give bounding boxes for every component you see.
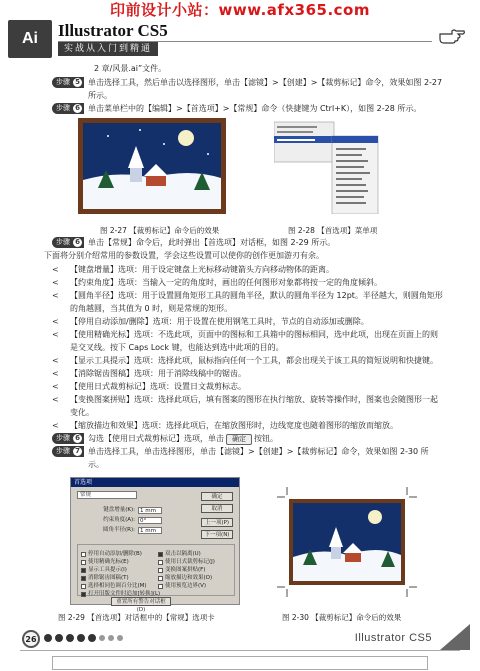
figure-caption: 图 2-30 【裁剪标记】命令后的效果 [282,613,402,622]
footer-title: Illustrator CS5 [354,632,432,644]
paragraph: 2 章/风景.ai”文件。 [94,64,167,73]
ai-logo: Ai [8,20,52,58]
step-text: 单击选择工具，单击选择图形，单击【滤镜】>【创建】>【裁剪标记】命令，效果如图 2-30 所示。 [88,447,429,469]
step-7 [52,445,444,471]
figure-row-2 [52,473,444,613]
list-item: < 【显示工具提示】选项：选择此项，鼠标指向任何一个工具，都会出现关于该工具的简短说明和快捷键。 [52,356,438,365]
option-checkbox: 变换图案拼贴(F) [158,564,205,577]
dialog-button: 上一项(P) [201,518,233,527]
figure-caption: 图 2-29 【首选项】对话框中的【常规】选项卡 [58,613,215,622]
list-item: < 【停用自动添加/删除】选项：用于设置在使用钢笔工具时，节点的自动添加或删除。 [52,317,369,326]
step-6c [52,432,444,445]
step-6b [52,236,444,249]
step-text: 单击选择工具，然后单击以选择图形，单击【滤镜】>【创建】>【裁剪标记】命令，效果如图 2-27 所示。 [88,78,443,100]
option-checkbox: 双击以隔离(U) [158,548,201,561]
preferences-menu-screenshot [274,118,408,214]
list-item: < 【圆角半径】选项：用于设置圆角矩形工具的圆角半径，默认的圆角半径为 12pt。半径越大，则圆角矩形的角越圆，当其值为 0 时，则是常规的矩形。 [52,291,443,313]
dialog-button: 取消 [201,504,233,513]
option-checkbox: 停用自动添加/删除(B) [81,548,142,561]
reset-warnings-button: 重置所有警告对话框(D) [111,597,171,606]
figure-caption: 图 2-27 【裁剪标记】命令后的效果 [100,226,220,235]
winter-village-crop-marks-illustration [277,487,417,597]
step-text: 单击菜单栏中的【编辑】>【首选项】>【常规】命令（快捷键为 Ctrl+K），如图 2-28 所示。 [88,104,422,113]
pointing-hand-icon [438,24,466,46]
option-list [52,263,444,432]
list-item: < 【使用日式裁剪标记】选项：设置日文裁剪标志。 [52,382,246,391]
list-item: < 【消除锯齿图稿】选项：用于消除线稿中的锯齿。 [52,369,246,378]
step-text: 单击【常规】命令后，此时弹出【首选项】对话框，如图 2-29 所示。 [88,238,336,247]
ok-button-illustration: 确定 [226,434,252,445]
option-checkbox: 打开旧版文件时追加[转换](L) [81,588,160,601]
option-checkbox: 消除锯齿图稿(T) [81,572,129,585]
page-number: 26 [22,630,40,648]
book-subtitle: 实战从入门到精通 [58,42,158,56]
page-content [44,62,444,625]
dialog-button: 确定 [201,492,233,501]
field-row: 圆角半径(R): 1 mm [91,524,162,537]
step-6 [52,102,444,115]
caption-row-2 [52,609,444,625]
option-checkbox: 选择相同色调百分比(M) [81,580,147,593]
list-item: < 【使用精确光标】选项：不选此项，页面中的图标和工具箱中的图标相同，选中此项，出现在页面上的则是交叉线。按下 Caps Lock 键，也能达到选中此项的目的。 [52,330,438,352]
step-badge: 步骤 6 [52,433,84,444]
step-badge: 步骤 7 [52,446,84,457]
option-checkbox: 显示工具提示(I) [81,564,127,577]
field-row: 约束角度(A): 0° [91,514,162,527]
list-item: < 【约束角度】选项：当输入一定的角度时，画出的任何图形对象都将按一定的角度倾斜。 [52,278,382,287]
step-badge: 步骤 6 [52,103,84,114]
option-checkbox: 使用预览边界(V) [158,580,206,593]
step-text: 勾选【使用日式裁剪标记】选项，单击 确定 按钮。 [88,434,278,443]
step-badge: 步骤 5 [52,77,84,88]
list-item: < 【变换图案拼贴】选项：选择此项后，填有图案的图形在执行缩放、旋转等操作时，图案也会随图形一起变化。 [52,395,438,417]
figure-caption: 图 2-28 【首选项】菜单项 [288,226,378,235]
options-group [77,544,235,596]
winter-village-illustration [78,118,226,214]
preferences-dialog-screenshot [70,477,240,613]
dialog-button: 下一项(N) [201,530,233,539]
step-badge: 步骤 6 [52,237,84,248]
caption-row-1 [52,218,444,236]
list-item: < 【键盘增量】选项：用于设定键盘上光标移动键箭头方向移动物体的距离。 [52,265,334,274]
book-title: Illustrator CS5 [58,21,168,40]
step-5 [52,76,444,102]
list-item: < 【缩放描边和效果】选项：选择此项后，在缩放图形时，边线宽度也随着图形的缩放而缩放。 [52,421,398,430]
page-footer [0,626,480,671]
dialog-title: 首选项 [71,478,239,487]
figure-row-1 [52,118,444,218]
field-row: 键盘增量(K): 1 mm [91,504,162,517]
option-checkbox: 使用日式裁剪标记(J) [158,556,215,569]
option-checkbox: 使用精确光标(E) [81,556,129,569]
footer-box [52,656,428,670]
option-checkbox: 缩放描边和效果(O) [158,572,212,585]
section-select: 常规 [77,491,137,499]
footer-corner-shape [440,624,470,650]
book-header [8,18,472,58]
site-watermark: 印前设计小站：www.afx365.com [110,1,370,19]
paragraph: 下面将分别介绍常用的参数设置，学会这些设置可以使你的创作更加游刃有余。 [44,251,324,260]
decorative-dots [44,634,123,642]
footer-divider [20,650,460,651]
